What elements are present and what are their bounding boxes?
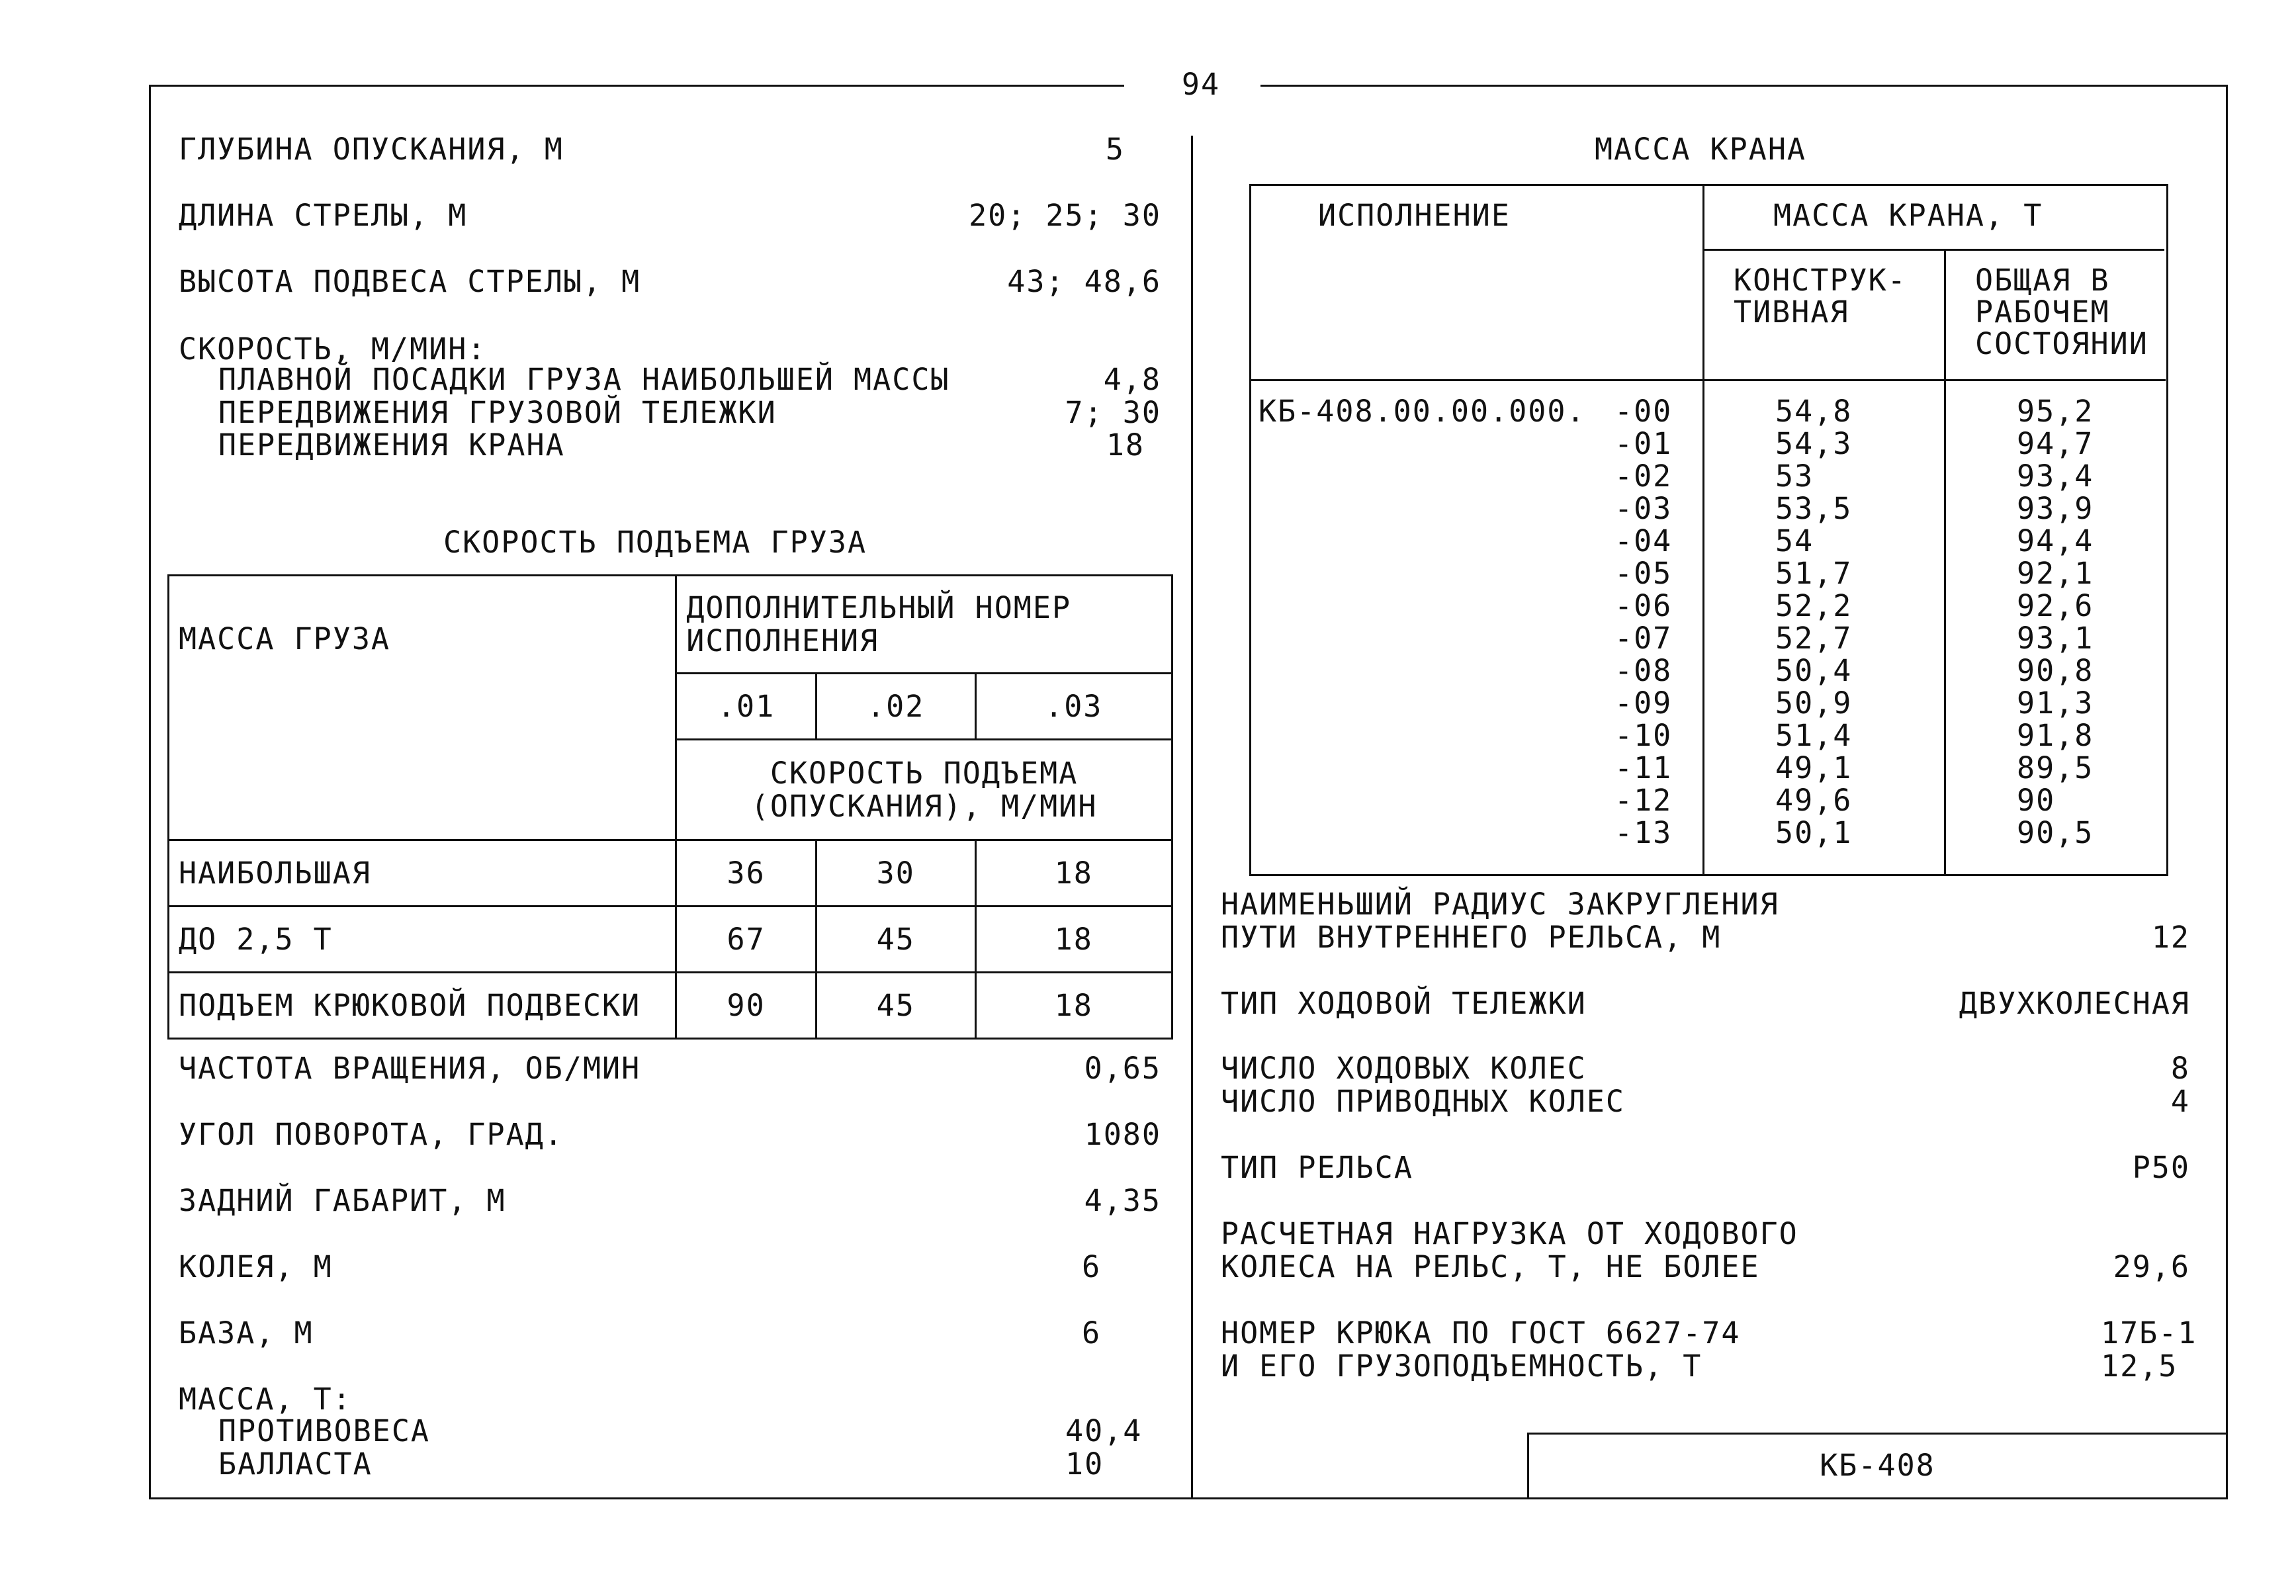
total-cell: 89,5 [2017,750,2094,785]
suffix-cell: -08 [1614,653,1673,688]
head-total-1: ОБЩАЯ В [1975,263,2110,298]
total-cell: 94,4 [2017,523,2094,558]
total-cell: 90 [2017,783,2056,818]
struct-cell: 51,7 [1775,556,1853,591]
cell: 90 [676,973,817,1039]
param-value: 0,65 [1084,1051,1161,1086]
struct-cell: 54,8 [1775,394,1853,429]
suffix-cell: -01 [1614,426,1673,461]
unit-head [676,740,1172,840]
frame-right [2226,85,2228,1499]
row-label: ДО 2,5 Т [169,907,676,973]
suffix-cell: -03 [1614,491,1673,526]
suffix-column [1614,395,1672,849]
hook-value-1: 17Б-1 [2101,1315,2197,1351]
suffix-cell: -13 [1614,815,1673,850]
total-column [2017,395,2094,849]
speed-title: СКОРОСТЬ, М/МИН: [179,332,487,367]
cell: 67 [676,907,817,973]
radius-value: 12 [2151,920,2190,955]
total-cell: 93,4 [2017,459,2094,494]
struct-cell: 50,9 [1775,686,1853,721]
struct-cell: 49,6 [1775,783,1853,818]
unit-head-line-2: (ОПУСКАНИЯ), М/МИН [750,788,1098,824]
base-code: КБ-408.00.00.000. [1258,394,1586,429]
radius-label-1: НАИМЕНЬШИЙ РАДИУС ЗАКРУГЛЕНИЯ [1221,887,1779,922]
stamp-top [1527,1433,2228,1435]
wheels-value: 8 [2170,1051,2190,1086]
frame-bottom [149,1497,2228,1499]
mass-label: ПРОТИВОВЕСА [218,1413,431,1448]
param-value: 4,35 [1084,1183,1161,1218]
mass-table-hline-1 [1702,249,2164,251]
head-struct-1: КОНСТРУК- [1734,263,1907,298]
total-cell: 93,9 [2017,491,2094,526]
speed-value: 4,8 [1103,362,1161,397]
frame-left [149,85,151,1499]
param-label: БАЗА, М [179,1315,314,1351]
total-cell: 90,8 [2017,653,2094,688]
cell: 18 [975,973,1172,1039]
total-cell: 90,5 [2017,815,2094,850]
speed-value: 18 [1106,427,1145,463]
hook-value-2: 12,5 [2101,1349,2178,1384]
struct-cell: 53 [1775,459,1814,494]
lift-table-title: СКОРОСТЬ ПОДЪЕМА ГРУЗА [443,525,867,560]
mass-value: 40,4 [1065,1413,1143,1448]
cell: 45 [816,907,975,973]
table-row [169,840,1172,907]
load-label-2: КОЛЕСА НА РЕЛЬС, Т, НЕ БОЛЕЕ [1221,1249,1760,1284]
param-value: 20; 25; 30 [969,198,1161,233]
param-value: 5 [1105,132,1125,167]
cell: 30 [816,840,975,907]
param-label: УГОЛ ПОВОРОТА, ГРАД. [179,1117,564,1152]
head-struct-2: ТИВНАЯ [1734,294,1849,330]
struct-cell: 52,2 [1775,588,1853,623]
speed-label: ПЕРЕДВИЖЕНИЯ КРАНА [218,427,565,463]
struct-cell: 54 [1775,523,1814,558]
row-label: НАИБОЛЬШАЯ [169,840,676,907]
struct-column [1775,395,1852,849]
lift-speed-table [167,574,1173,1040]
struct-cell: 52,7 [1775,621,1853,656]
load-label-1: РАСЧЕТНАЯ НАГРУЗКА ОТ ХОДОВОГО [1221,1216,1798,1251]
total-cell: 93,1 [2017,621,2094,656]
version-head: .03 [975,674,1172,740]
frame-top-right [1260,85,2228,87]
suffix-cell: -00 [1614,394,1673,429]
cell: 45 [816,973,975,1039]
bogie-label: ТИП ХОДОВОЙ ТЕЛЕЖКИ [1221,986,1587,1021]
mass-value: 10 [1065,1446,1104,1482]
param-value: 1080 [1084,1117,1161,1152]
suffix-cell: -09 [1614,686,1673,721]
hook-label-2: И ЕГО ГРУЗОПОДЪЕМНОСТЬ, Т [1221,1349,1702,1384]
speed-value: 7; 30 [1065,395,1161,430]
rail-label: ТИП РЕЛЬСА [1221,1150,1413,1185]
version-head: .02 [816,674,975,740]
head-mass: МАССА КРАНА, Т [1773,198,2043,233]
head-total-2: РАБОЧЕМ [1975,294,2110,330]
param-label: ДЛИНА СТРЕЛЫ, М [179,198,468,233]
struct-cell: 50,1 [1775,815,1853,850]
column-divider [1191,136,1193,1499]
cell: 36 [676,840,817,907]
frame-top-left [149,85,1124,87]
group-head: ДОПОЛНИТЕЛЬНЫЙ НОМЕР ИСПОЛНЕНИЯ [676,576,1172,674]
drive-label: ЧИСЛО ПРИВОДНЫХ КОЛЕС [1221,1084,1625,1119]
version-head: .01 [676,674,817,740]
suffix-cell: -06 [1614,588,1673,623]
suffix-cell: -10 [1614,718,1673,753]
mass-table-title: МАССА КРАНА [1595,132,1807,167]
hook-label-1: НОМЕР КРЮКА ПО ГОСТ 6627-74 [1221,1315,1741,1351]
mass-table-vline-1 [1702,184,1704,874]
suffix-cell: -04 [1614,523,1673,558]
struct-cell: 50,4 [1775,653,1853,688]
total-cell: 92,6 [2017,588,2094,623]
total-cell: 94,7 [2017,426,2094,461]
wheels-label: ЧИСЛО ХОДОВЫХ КОЛЕС [1221,1051,1587,1086]
param-label: ЗАДНИЙ ГАБАРИТ, М [179,1183,506,1218]
table-row [169,973,1172,1039]
mass-table-hline-2 [1249,379,2166,381]
mass-table-vline-2 [1944,250,1946,874]
suffix-cell: -02 [1614,459,1673,494]
struct-cell: 54,3 [1775,426,1853,461]
param-label: ЧАСТОТА ВРАЩЕНИЯ, ОБ/МИН [179,1051,641,1086]
page-number: 94 [1181,67,1221,102]
speed-label: ПЕРЕДВИЖЕНИЯ ГРУЗОВОЙ ТЕЛЕЖКИ [218,395,777,430]
cell: 18 [975,840,1172,907]
total-cell: 91,3 [2017,686,2094,721]
cell: 18 [975,907,1172,973]
param-value: 6 [1082,1249,1102,1284]
param-label: ВЫСОТА ПОДВЕСА СТРЕЛЫ, М [179,264,641,299]
rail-value: Р50 [2132,1150,2190,1185]
speed-label: ПЛАВНОЙ ПОСАДКИ ГРУЗА НАИБОЛЬШЕЙ МАССЫ [218,362,950,397]
mass-label: БАЛЛАСТА [218,1446,373,1482]
stamp-code: КБ-408 [1820,1448,1935,1483]
suffix-cell: -05 [1614,556,1673,591]
suffix-cell: -07 [1614,621,1673,656]
radius-label-2: ПУТИ ВНУТРЕННЕГО РЕЛЬСА, М [1221,920,1722,955]
struct-cell: 49,1 [1775,750,1853,785]
head-total-3: СОСТОЯНИИ [1975,326,2148,361]
load-value: 29,6 [2113,1249,2190,1284]
struct-cell: 53,5 [1775,491,1853,526]
param-label: КОЛЕЯ, М [179,1249,333,1284]
head-version: ИСПОЛНЕНИЕ [1318,198,1511,233]
unit-head-line-1: СКОРОСТЬ ПОДЪЕМА [770,755,1079,791]
param-value: 6 [1082,1315,1102,1351]
total-cell: 91,8 [2017,718,2094,753]
bogie-value: ДВУХКОЛЕСНАЯ [1959,986,2190,1021]
col-head-mass: МАССА ГРУЗА [169,576,676,840]
mass-title: МАССА, Т: [179,1382,352,1417]
drive-value: 4 [2170,1084,2190,1119]
struct-cell: 51,4 [1775,718,1853,753]
suffix-cell: -12 [1614,783,1673,818]
param-value: 43; 48,6 [1007,264,1161,299]
row-label: ПОДЪЕМ КРЮКОВОЙ ПОДВЕСКИ [169,973,676,1039]
suffix-cell: -11 [1614,750,1673,785]
param-label: ГЛУБИНА ОПУСКАНИЯ, М [179,132,564,167]
total-cell: 92,1 [2017,556,2094,591]
table-row [169,907,1172,973]
total-cell: 95,2 [2017,394,2094,429]
